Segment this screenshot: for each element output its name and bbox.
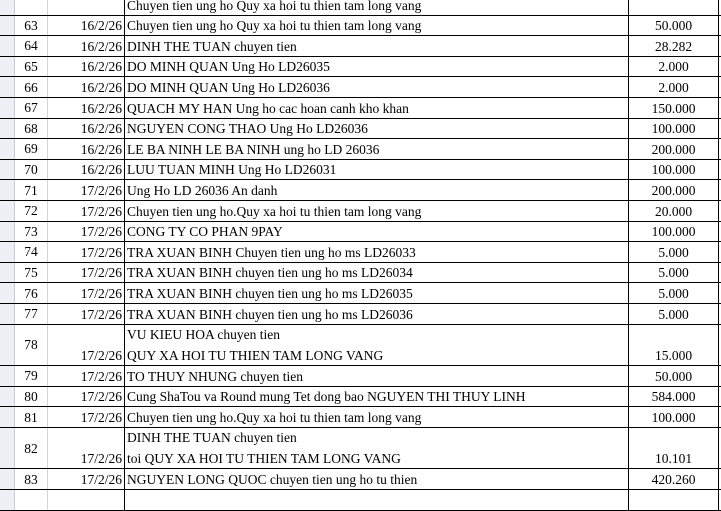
description-line: QUACH MY HAN Ung ho cac hoan canh kho khan <box>127 100 409 116</box>
amount-cell[interactable]: 100.000 <box>629 160 719 180</box>
date-cell[interactable]: 16/2/26 <box>48 98 125 118</box>
table-row[interactable] <box>0 98 721 119</box>
description-cell[interactable] <box>125 387 629 407</box>
amount-cell[interactable]: 200.000 <box>629 139 719 159</box>
description-cell[interactable] <box>125 119 629 139</box>
row-number-cell[interactable] <box>15 490 48 510</box>
date-cell[interactable]: 17/2/26 <box>48 387 125 407</box>
amount-cell[interactable]: 5.000 <box>629 283 719 303</box>
table-row[interactable] <box>0 0 721 16</box>
date-cell[interactable]: 17/2/26 <box>48 180 125 200</box>
amount-cell[interactable]: 20.000 <box>629 201 719 221</box>
description-line: Ung Ho LD 26036 An danh <box>127 182 278 198</box>
amount-cell[interactable]: 28.282 <box>629 36 719 56</box>
description-cell[interactable] <box>125 0 629 15</box>
description-cell[interactable] <box>125 222 629 242</box>
date-cell[interactable]: 16/2/26 <box>48 160 125 180</box>
date-cell[interactable]: 17/2/26 <box>48 283 125 303</box>
description-line: TRA XUAN BINH chuyen tien ung ho ms LD26035 <box>127 285 413 301</box>
row-header-cell[interactable] <box>0 201 15 221</box>
description-line: DO MINH QUAN Ung Ho LD26036 <box>127 79 330 95</box>
table-row[interactable] <box>0 77 721 98</box>
row-header-cell[interactable] <box>0 36 15 56</box>
row-number-cell[interactable]: 79 <box>15 366 48 386</box>
table-row[interactable] <box>0 57 721 78</box>
date-cell[interactable] <box>48 490 125 510</box>
amount-cell[interactable]: 2.000 <box>629 77 719 97</box>
description-line: TO THUY NHUNG chuyen tien <box>127 368 303 384</box>
row-header-cell[interactable] <box>0 283 15 303</box>
amount-cell[interactable]: 50.000 <box>629 366 719 386</box>
description-line: Chuyen tien ung ho.Quy xa hoi tu thien tam long vang <box>127 203 422 219</box>
date-cell[interactable]: 16/2/26 <box>48 36 125 56</box>
description-line: VU KIEU HOA chuyen tien <box>127 326 280 342</box>
amount-cell[interactable]: 200.000 <box>629 180 719 200</box>
row-header-cell[interactable] <box>0 407 15 427</box>
date-cell[interactable] <box>48 0 125 15</box>
row-header-cell[interactable] <box>0 160 15 180</box>
table-row[interactable] <box>0 119 721 140</box>
description-line: DINH THE TUAN chuyen tien <box>127 429 297 445</box>
date-cell[interactable]: 17/2/26 <box>48 469 125 489</box>
row-header-cell[interactable] <box>0 387 15 407</box>
date-cell[interactable]: 17/2/26 <box>48 304 125 324</box>
description-cell[interactable] <box>125 407 629 427</box>
table-row[interactable] <box>0 304 721 325</box>
row-header-cell[interactable] <box>0 0 15 15</box>
description-cell[interactable] <box>125 428 629 469</box>
description-line: LE BA NINH LE BA NINH ung ho LD 26036 <box>127 141 380 157</box>
date-cell[interactable]: 16/2/26 <box>48 57 125 77</box>
table-row[interactable] <box>0 36 721 57</box>
description-line: LUU TUAN MINH Ung Ho LD26031 <box>127 162 337 178</box>
date-cell[interactable]: 17/2/26 <box>48 242 125 262</box>
row-header-cell[interactable] <box>0 325 15 366</box>
row-number-cell[interactable]: 76 <box>15 283 48 303</box>
amount-cell[interactable] <box>629 0 719 15</box>
description-cell[interactable] <box>125 201 629 221</box>
row-header-cell[interactable] <box>0 490 15 510</box>
amount-cell[interactable]: 5.000 <box>629 263 719 283</box>
row-number-cell[interactable]: 82 <box>15 428 48 469</box>
date-cell[interactable]: 16/2/26 <box>48 77 125 97</box>
table-row[interactable] <box>0 180 721 201</box>
description-line: DO MINH QUAN Ung Ho LD26035 <box>127 59 330 75</box>
description-cell[interactable] <box>125 263 629 283</box>
table-row[interactable] <box>0 428 721 470</box>
description-cell[interactable] <box>125 77 629 97</box>
row-number-cell[interactable]: 65 <box>15 57 48 77</box>
description-cell[interactable] <box>125 98 629 118</box>
row-number-cell[interactable]: 78 <box>15 325 48 366</box>
description-line: Cung ShaTou va Round mung Tet dong bao NGUYEN THI THUY LINH <box>127 389 526 405</box>
table-row[interactable] <box>0 222 721 243</box>
date-cell[interactable]: 17/2/26 <box>48 407 125 427</box>
date-cell[interactable]: 17/2/26 <box>48 428 125 469</box>
table-row[interactable] <box>0 469 721 490</box>
table-row[interactable] <box>0 160 721 181</box>
row-number-cell[interactable]: 71 <box>15 180 48 200</box>
table-row[interactable] <box>0 16 721 37</box>
row-number-cell[interactable]: 68 <box>15 119 48 139</box>
row-number-cell[interactable]: 81 <box>15 407 48 427</box>
row-number-cell[interactable]: 77 <box>15 304 48 324</box>
description-cell[interactable] <box>125 469 629 489</box>
row-header-cell[interactable] <box>0 469 15 489</box>
row-header-cell[interactable] <box>0 263 15 283</box>
description-line: NGUYEN CONG THAO Ung Ho LD26036 <box>127 121 368 137</box>
row-header-cell[interactable] <box>0 180 15 200</box>
row-number-cell[interactable]: 72 <box>15 201 48 221</box>
amount-cell[interactable]: 50.000 <box>629 16 719 36</box>
date-cell[interactable]: 17/2/26 <box>48 222 125 242</box>
description-line: NGUYEN LONG QUOC chuyen tien ung ho tu thien <box>127 472 418 488</box>
amount-cell[interactable]: 420.260 <box>629 469 719 489</box>
table-row[interactable] <box>0 387 721 408</box>
description-line: Chuyen tien ung ho.Quy xa hoi tu thien tam long vang <box>127 409 422 425</box>
row-header-cell[interactable] <box>0 77 15 97</box>
row-number-cell[interactable]: 69 <box>15 139 48 159</box>
row-header-cell[interactable] <box>0 366 15 386</box>
date-cell[interactable]: 17/2/26 <box>48 366 125 386</box>
amount-cell[interactable]: 584.000 <box>629 387 719 407</box>
table-row[interactable] <box>0 407 721 428</box>
description-line: QUY XA HOI TU THIEN TAM LONG VANG <box>127 348 384 364</box>
description-line: TRA XUAN BINH chuyen tien ung ho ms LD26034 <box>127 265 413 281</box>
row-header-cell[interactable] <box>0 98 15 118</box>
amount-cell[interactable]: 150.000 <box>629 98 719 118</box>
date-cell[interactable]: 16/2/26 <box>48 139 125 159</box>
amount-cell[interactable]: 15.000 <box>629 325 719 366</box>
table-row[interactable] <box>0 325 721 367</box>
description-cell[interactable] <box>125 57 629 77</box>
description-cell[interactable] <box>125 366 629 386</box>
description-cell[interactable] <box>125 36 629 56</box>
description-cell[interactable] <box>125 16 629 36</box>
amount-cell[interactable]: 100.000 <box>629 222 719 242</box>
description-line: CONG TY CO PHAN 9PAY <box>127 224 283 240</box>
row-header-cell[interactable] <box>0 119 15 139</box>
description-cell[interactable] <box>125 160 629 180</box>
row-number-cell[interactable]: 70 <box>15 160 48 180</box>
description-cell[interactable] <box>125 180 629 200</box>
description-cell[interactable] <box>125 304 629 324</box>
row-number-cell[interactable]: 67 <box>15 98 48 118</box>
row-number-cell[interactable]: 63 <box>15 16 48 36</box>
description-cell[interactable] <box>125 490 629 510</box>
table-row[interactable] <box>0 366 721 387</box>
amount-cell[interactable]: 100.000 <box>629 119 719 139</box>
table-row[interactable] <box>0 490 721 511</box>
row-header-cell[interactable] <box>0 304 15 324</box>
row-header-cell[interactable] <box>0 222 15 242</box>
table-row[interactable] <box>0 283 721 304</box>
table-row[interactable] <box>0 139 721 160</box>
amount-cell[interactable]: 5.000 <box>629 304 719 324</box>
row-header-cell[interactable] <box>0 428 15 469</box>
row-number-cell[interactable] <box>15 0 48 15</box>
description-line: Chuyen tien ung ho Quy xa hoi tu thien tam long vang <box>127 18 422 34</box>
table-row[interactable] <box>0 201 721 222</box>
description-line: TRA XUAN BINH chuyen tien ung ho ms LD26036 <box>127 306 413 322</box>
description-line: Chuyen tien ung ho Quy xa hoi tu thien tam long vang <box>127 0 422 13</box>
description-cell[interactable] <box>125 325 629 366</box>
row-number-cell[interactable]: 80 <box>15 387 48 407</box>
row-header-cell[interactable] <box>0 139 15 159</box>
row-number-cell[interactable]: 64 <box>15 36 48 56</box>
table-row[interactable] <box>0 263 721 284</box>
description-line: toi QUY XA HOI TU THIEN TAM LONG VANG <box>127 451 401 467</box>
description-line: DINH THE TUAN chuyen tien <box>127 38 297 54</box>
description-cell[interactable] <box>125 139 629 159</box>
date-cell[interactable]: 17/2/26 <box>48 263 125 283</box>
row-header-cell[interactable] <box>0 16 15 36</box>
date-cell[interactable]: 17/2/26 <box>48 201 125 221</box>
amount-cell[interactable] <box>629 490 719 510</box>
date-cell[interactable]: 16/2/26 <box>48 119 125 139</box>
table-row[interactable] <box>0 242 721 263</box>
amount-cell[interactable]: 5.000 <box>629 242 719 262</box>
row-number-cell[interactable]: 74 <box>15 242 48 262</box>
row-header-cell[interactable] <box>0 57 15 77</box>
description-cell[interactable] <box>125 283 629 303</box>
row-number-cell[interactable]: 66 <box>15 77 48 97</box>
row-number-cell[interactable]: 73 <box>15 222 48 242</box>
row-header-cell[interactable] <box>0 242 15 262</box>
description-cell[interactable] <box>125 242 629 262</box>
row-number-cell[interactable]: 83 <box>15 469 48 489</box>
description-line: TRA XUAN BINH Chuyen tien ung ho ms LD26033 <box>127 244 416 260</box>
amount-cell[interactable]: 100.000 <box>629 407 719 427</box>
amount-cell[interactable]: 2.000 <box>629 57 719 77</box>
date-cell[interactable]: 17/2/26 <box>48 325 125 366</box>
date-cell[interactable]: 16/2/26 <box>48 16 125 36</box>
row-number-cell[interactable]: 75 <box>15 263 48 283</box>
amount-cell[interactable]: 10.101 <box>629 428 719 469</box>
